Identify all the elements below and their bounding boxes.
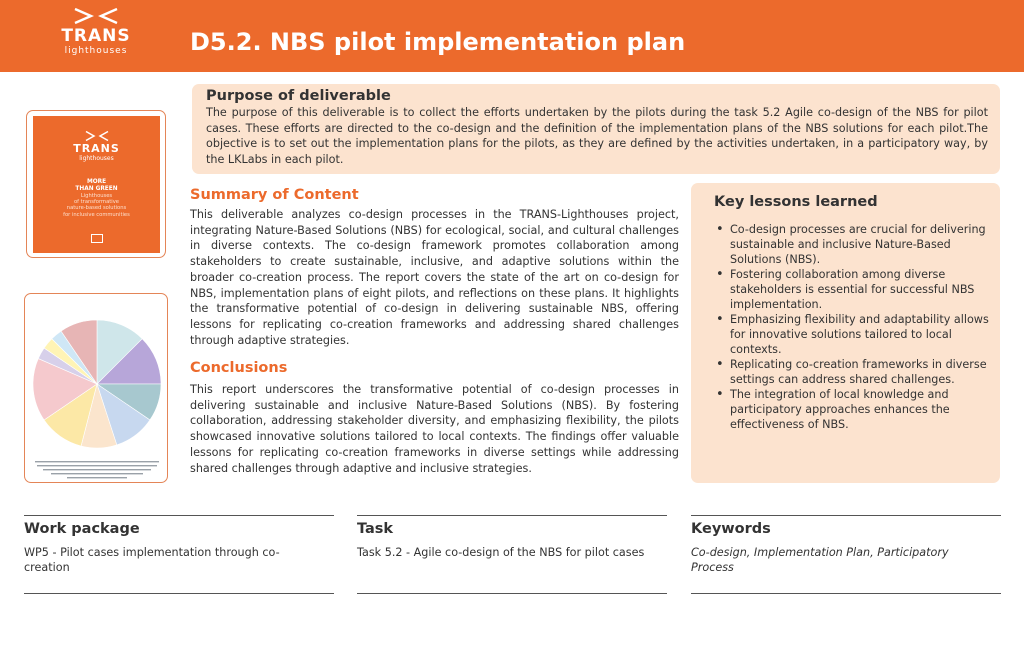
purpose-box	[192, 84, 1000, 174]
conclusions-text: This report underscores the transformative potential of co-design processes in delivering sustainable and inclusive Nature-Based Solutions (NBS). By fostering collaboration, addressing stakeholder diversity, and emphasizing flexibility, the pilots showcased innovative solutions tailored to local contexts. The findings offer valuable lessons for replicating co-creation frameworks in diverse settings while addressing shared challenges through adaptive and inclusive strategies.	[190, 383, 679, 475]
pie-chart	[25, 294, 169, 484]
cover-heading-line2: THAN GREEN	[75, 186, 118, 192]
summary-title: Summary of Content	[190, 187, 359, 203]
task-title: Task	[357, 521, 394, 537]
page-header	[0, 0, 1024, 72]
lesson-item: • Emphasizing flexibility and adaptability allows for innovative solutions tailored to local contexts.	[713, 312, 995, 357]
purpose-title: Purpose of deliverable	[206, 88, 391, 104]
purpose-text: The purpose of this deliverable is to collect the efforts undertaken by the pilots during the task 5.2 Agile co-design of the NBS for pilot cases. These efforts are directed to the co-design and the definition of the implementation plans of the NBS solutions for each pilot.The objective is to set out the implementation plans for the pilots, as they are defined by the activities undertaken, in a participatory way, by the LKLabs in each pilot.	[206, 106, 988, 167]
keywords-text: Co-design, Implementation Plan, Participatory Process	[691, 546, 949, 574]
conclusions-title: Conclusions	[190, 360, 288, 376]
work-package-text: WP5 - Pilot cases implementation through co-creation	[24, 546, 280, 574]
cover-heading-line1: MORE	[86, 179, 107, 185]
legend-line	[37, 465, 157, 466]
lesson-item: • Replicating co-creation frameworks in diverse settings can address shared challenges.	[713, 357, 995, 387]
logo-arrows-icon	[71, 6, 121, 26]
task-text: Task 5.2 - Agile co-design of the NBS for pilot cases	[357, 546, 645, 559]
lessons-list	[713, 222, 995, 432]
work-package-title: Work package	[24, 521, 140, 537]
cover-logo-arrows-icon	[84, 130, 110, 142]
lessons-title: Key lessons learned	[714, 194, 878, 210]
task-section	[357, 515, 667, 594]
logo-text: TRANS	[61, 26, 131, 46]
summary-text: This deliverable analyzes co-design processes in the TRANS-Lighthouses project, integrating Nature-Based Solutions (NBS) for ecological, social, and cultural challenges in diverse contexts. The co-design framework promotes collaboration among stakeholders to create sustainable, inclusive, and adaptive solutions within the broader co-creation process. The report covers the state of the art on co-design for NBS, implementation plans of eight pilots, and reflections on these plans. It highlights the transformative potential of co-design in delivering sustainable NBS, offering lessons for replicating co-creation frameworks and addressing shared challenges through adaptive strategies.	[190, 208, 679, 347]
lesson-item: • Fostering collaboration among diverse stakeholders is essential for successful NBS implementation.	[713, 267, 995, 312]
pie-chart-thumbnail	[24, 293, 168, 483]
trans-lighthouses-logo	[56, 6, 136, 66]
work-package-section	[24, 515, 334, 594]
cover-line: Lighthouses	[80, 193, 113, 199]
cover-line: of transformative	[74, 199, 119, 206]
deliverable-cover-thumbnail	[26, 110, 166, 258]
chart-legend	[35, 461, 159, 478]
legend-line	[51, 473, 143, 474]
keywords-title: Keywords	[691, 521, 771, 537]
cover-logo-subtext: lighthouses	[79, 155, 114, 162]
page-title: D5.2. NBS pilot implementation plan	[190, 28, 686, 56]
key-lessons-box	[691, 183, 1000, 483]
legend-line	[35, 461, 159, 462]
cover-line: for inclusive communities	[63, 211, 130, 218]
logo-subtext: lighthouses	[64, 46, 128, 56]
lesson-item: • The integration of local knowledge and participatory approaches enhances the effectiveness of NBS.	[713, 387, 995, 432]
legend-line	[43, 469, 151, 470]
legend-line	[67, 477, 127, 478]
cover-line: nature-based solutions	[66, 205, 127, 212]
keywords-section	[691, 515, 1001, 594]
cover-page	[33, 116, 160, 253]
cover-screen-icon	[91, 234, 103, 243]
cover-logo-text: TRANS	[73, 142, 120, 155]
lesson-item: • Co-design processes are crucial for delivering sustainable and inclusive Nature-Based Solutions (NBS).	[713, 222, 995, 267]
